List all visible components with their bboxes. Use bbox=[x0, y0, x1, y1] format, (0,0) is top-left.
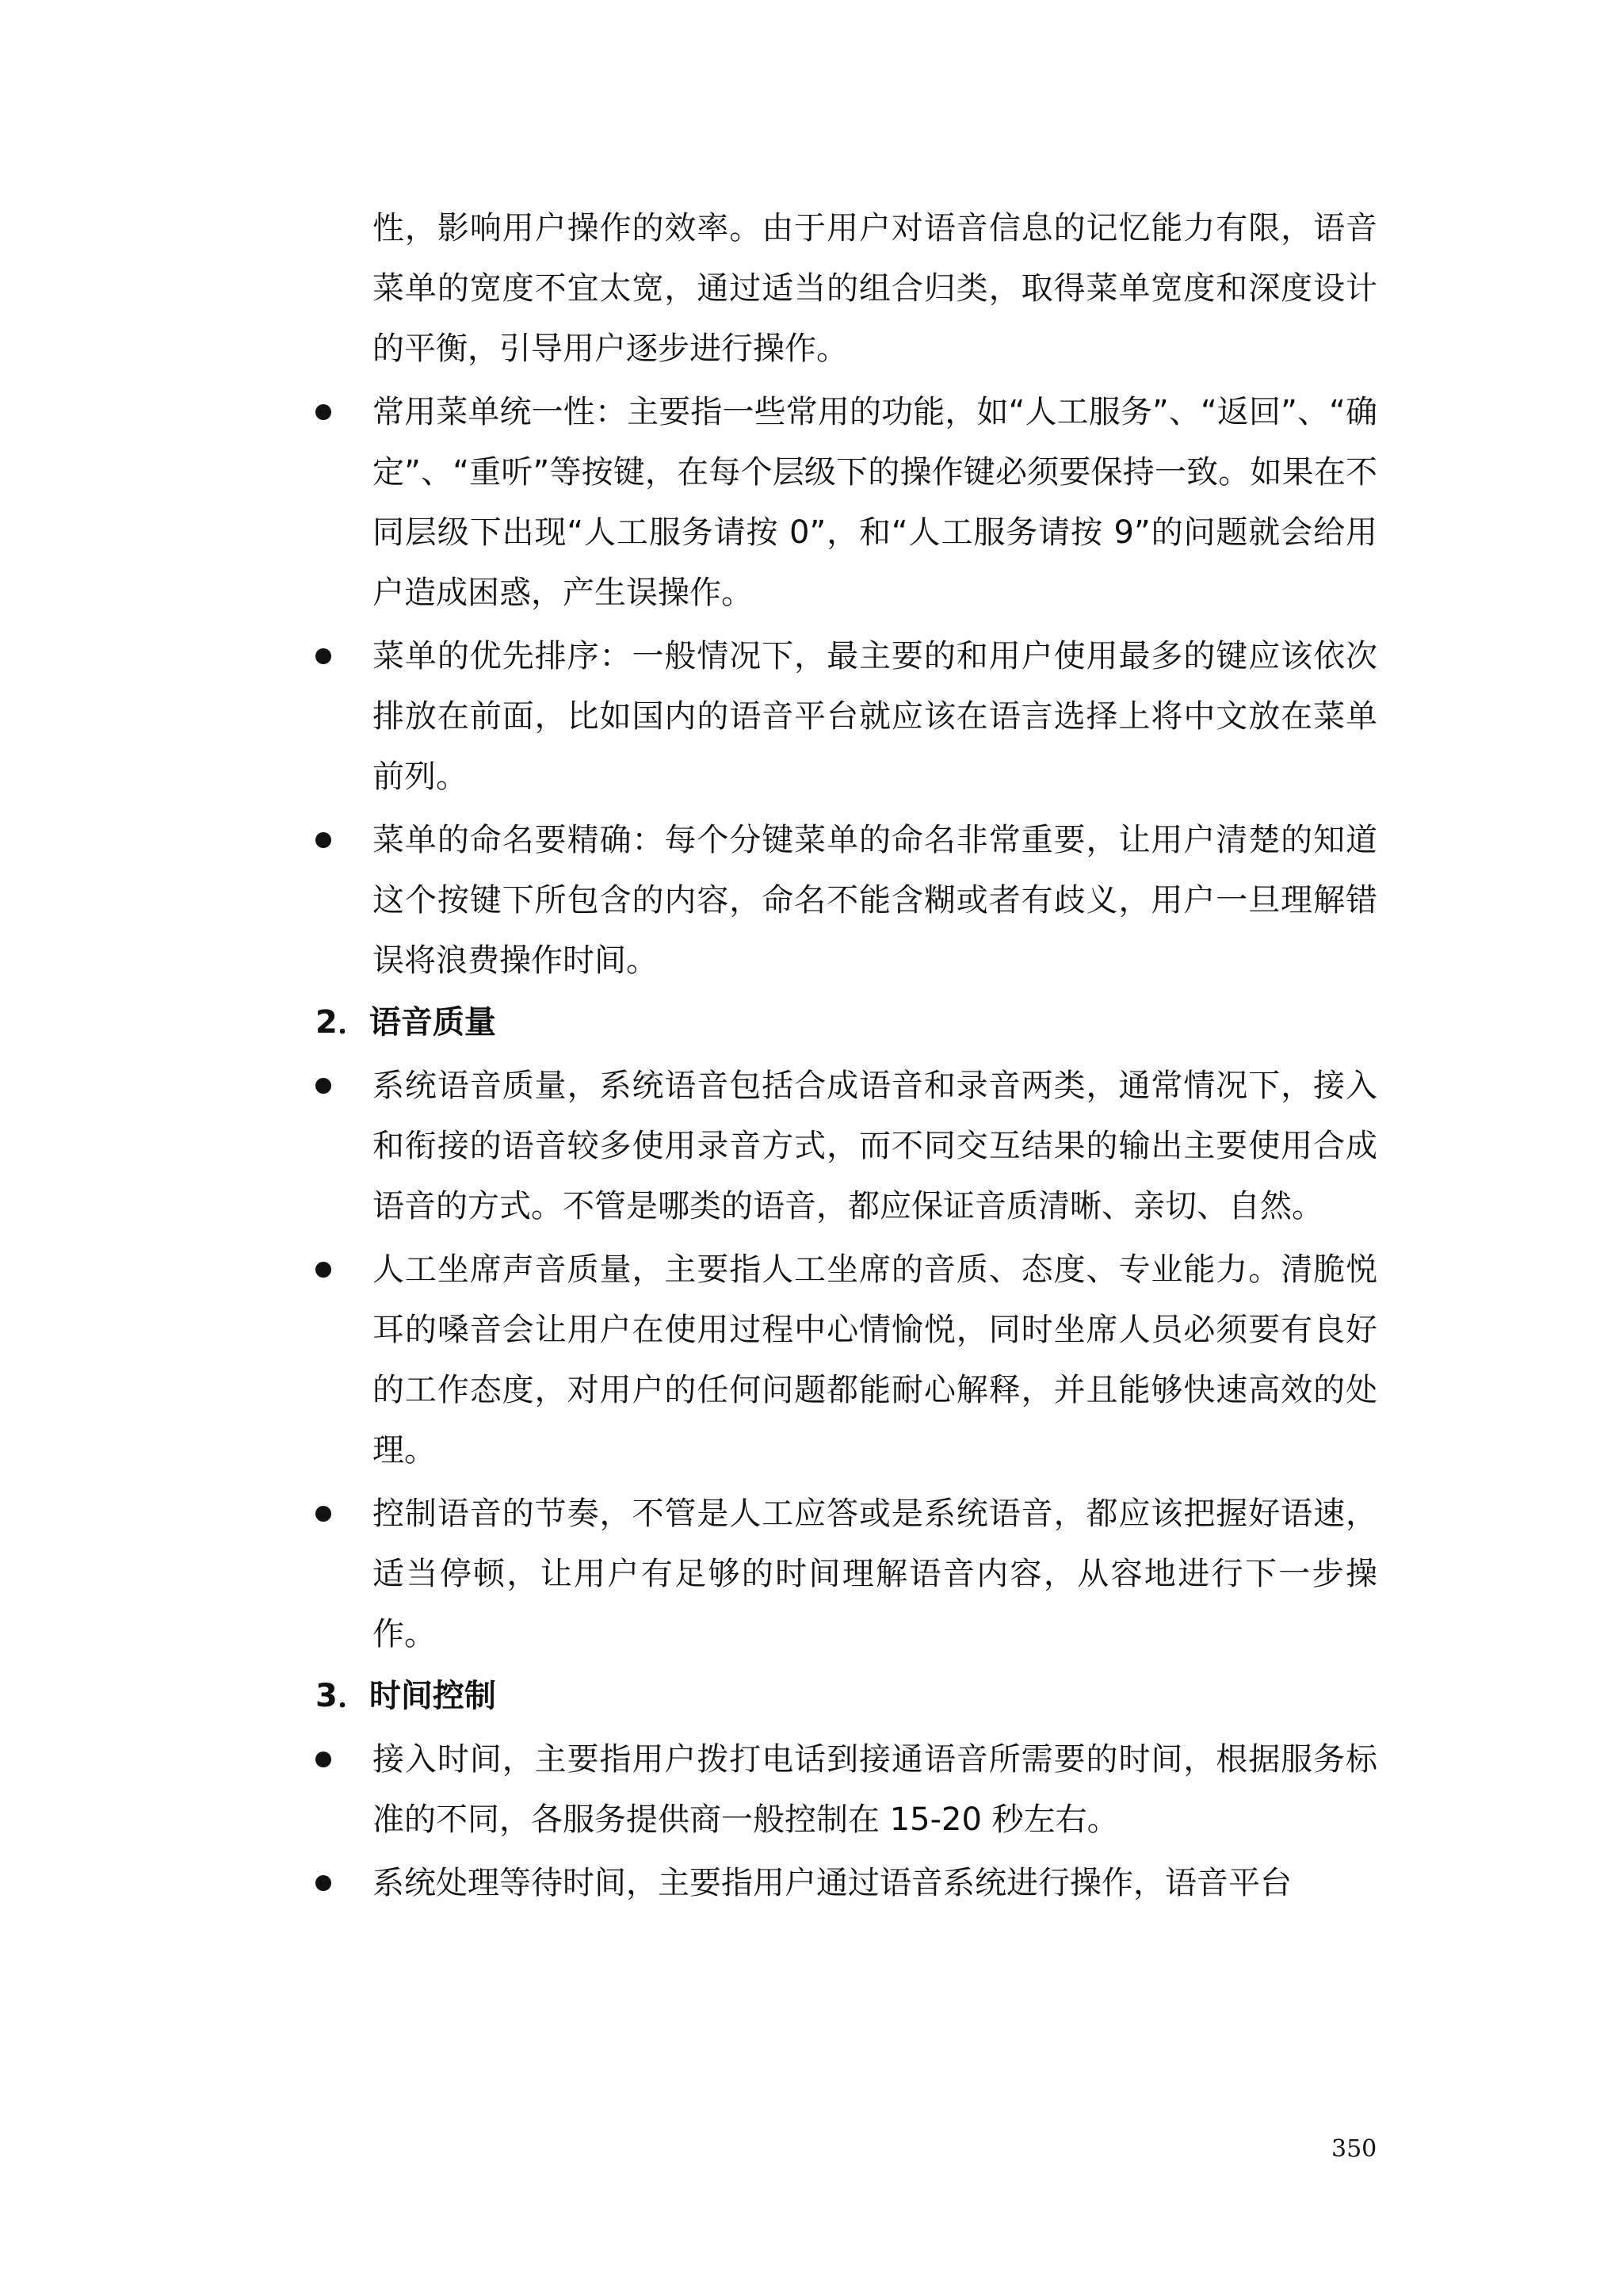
bullet-icon bbox=[315, 1078, 331, 1094]
list-item-text: 系统处理等待时间，主要指用户通过语音系统进行操作，语音平台 bbox=[372, 1865, 1292, 1901]
bullet-icon bbox=[315, 1875, 331, 1891]
list-item bbox=[315, 1484, 1377, 1664]
bullet-icon bbox=[315, 1506, 331, 1522]
list-item bbox=[315, 382, 1377, 623]
bullet-icon bbox=[315, 1752, 331, 1767]
bullet-icon bbox=[315, 1262, 331, 1278]
list-item-text: 常用菜单统一性：主要指一些常用的功能，如“人工服务”、“返回”、“确定”、“重听”等按键，在每个层级下的操作键必须要保持一致。如果在不同层级下出现“人工服务请按 0”，和“人工服务请按 9”的问题就会给用户造成困惑，产生误操作。 bbox=[372, 394, 1377, 611]
bullet-icon bbox=[315, 648, 331, 664]
list-item-text: 菜单的命名要精确：每个分键菜单的命名非常重要，让用户清楚的知道这个按键下所包含的内容，命名不能含糊或者有歧义，用户一旦理解错误将浪费操作时间。 bbox=[372, 822, 1377, 979]
list-item bbox=[315, 1240, 1377, 1480]
bullet-icon bbox=[315, 832, 331, 848]
document-body bbox=[315, 198, 1377, 1913]
list-item bbox=[315, 626, 1377, 807]
section-heading: 2．语音质量 bbox=[315, 1004, 496, 1041]
list-item-text: 系统语音质量，系统语音包括合成语音和录音两类，通常情况下，接入和衔接的语音较多使用录音方式，而不同交互结果的输出主要使用合成语音的方式。不管是哪类的语音，都应保证音质清晰、亲切、自然。 bbox=[372, 1068, 1377, 1224]
list-item bbox=[315, 1729, 1377, 1850]
page-number: 350 bbox=[1331, 2135, 1377, 2163]
list-item bbox=[315, 1853, 1377, 1913]
section-heading: 3．时间控制 bbox=[315, 1678, 496, 1714]
bullet-icon bbox=[315, 404, 331, 420]
list-item-text: 控制语音的节奏，不管是人工应答或是系统语音，都应该把握好语速，适当停顿，让用户有足够的时间理解语音内容，从容地进行下一步操作。 bbox=[372, 1496, 1377, 1652]
list-item-text: 接入时间，主要指用户拨打电话到接通语音所需要的时间，根据服务标准的不同，各服务提供商一般控制在 15-20 秒左右。 bbox=[372, 1741, 1377, 1838]
list-item-text: 菜单的优先排序：一般情况下，最主要的和用户使用最多的键应该依次排放在前面，比如国内的语音平台就应该在语言选择上将中文放在菜单前列。 bbox=[372, 638, 1377, 795]
list-item bbox=[315, 1056, 1377, 1236]
continued-paragraph: 性，影响用户操作的效率。由于用户对语音信息的记忆能力有限，语音菜单的宽度不宜太宽，通过适当的组合归类，取得菜单宽度和深度设计的平衡，引导用户逐步进行操作。 bbox=[372, 210, 1377, 367]
list-item bbox=[315, 810, 1377, 991]
list-item-text: 人工坐席声音质量，主要指人工坐席的音质、态度、专业能力。清脆悦耳的嗓音会让用户在使用过程中心情愉悦，同时坐席人员必须要有良好的工作态度，对用户的任何问题都能耐心解释，并且能够快速高效的处理。 bbox=[372, 1251, 1377, 1469]
